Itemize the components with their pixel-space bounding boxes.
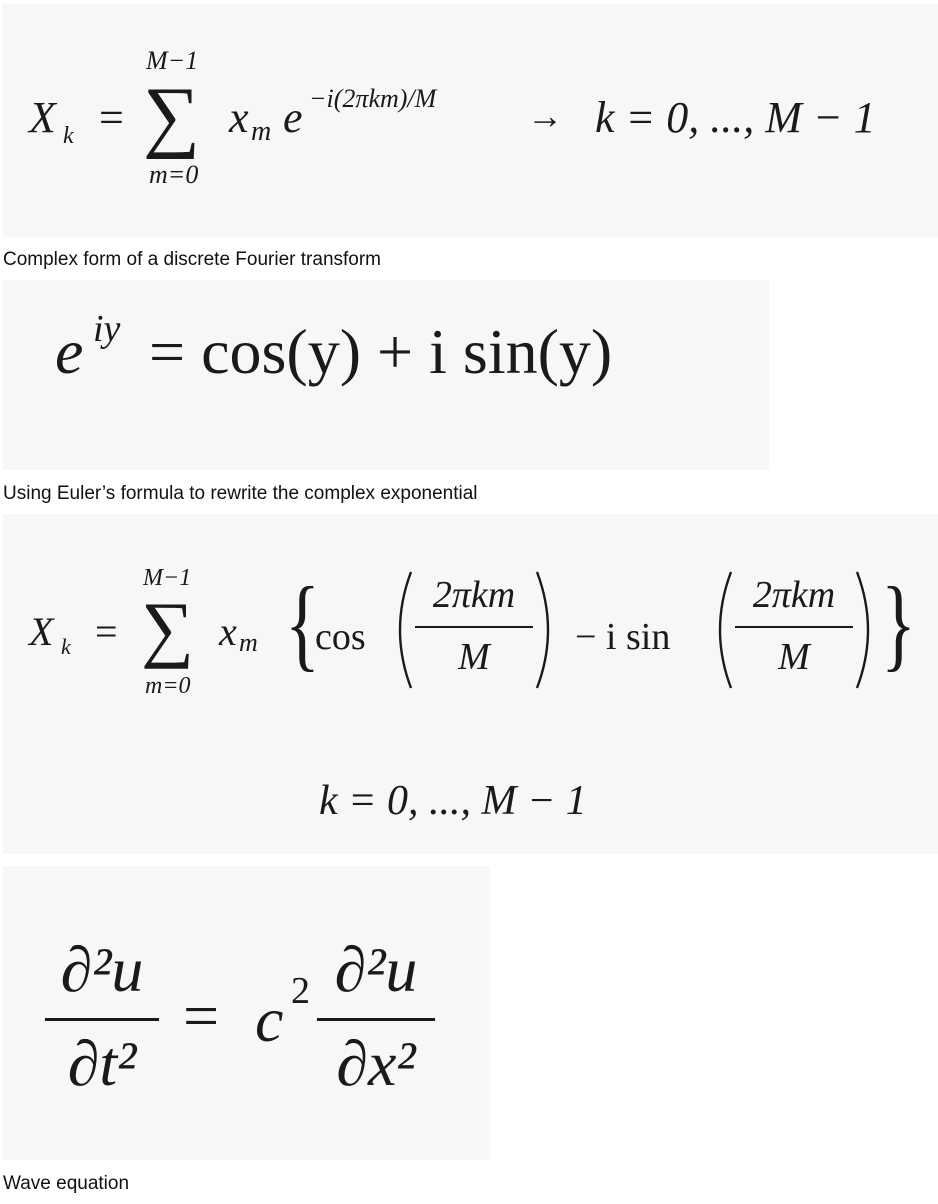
term-sub-m: m — [239, 628, 258, 657]
lhs-denominator: ∂t² — [67, 1028, 137, 1099]
sum-symbol: ∑ — [141, 588, 194, 670]
term-x: x — [219, 609, 237, 654]
fraction-2-bar — [735, 626, 853, 628]
lhs-fraction — [45, 918, 159, 1104]
fraction-2-numerator: 2πkm — [752, 574, 836, 616]
equals-sign: = — [99, 93, 124, 142]
sum-upper-limit: M−1 — [146, 46, 199, 75]
dft-expanded-equation — [3, 514, 938, 854]
fraction-1-denominator: M — [458, 636, 490, 678]
lhs-x: X — [29, 609, 54, 654]
fraction-1-numerator: 2πkm — [432, 574, 516, 616]
right-paren-1 — [531, 568, 561, 692]
caption-dft-complex: Complex form of a discrete Fourier transform — [3, 249, 382, 270]
cos-label: cos — [315, 616, 366, 658]
lhs-sub-k: k — [63, 123, 74, 149]
sum-lower-limit: m=0 — [145, 673, 191, 699]
fraction-2-denominator: M — [778, 636, 810, 678]
euler-rhs: = cos(y) + i sin(y) — [149, 316, 613, 387]
left-paren-1 — [387, 568, 417, 692]
lhs-numerator: ∂²u — [60, 934, 144, 1005]
wave-equation — [3, 866, 490, 1160]
caption-wave: Wave equation — [3, 1173, 130, 1194]
euler-power: iy — [93, 308, 121, 350]
arrow: → — [527, 96, 563, 136]
index-range: k = 0, ..., M − 1 — [319, 778, 587, 824]
euler-equation — [3, 280, 769, 470]
lhs-sub-k: k — [61, 634, 71, 659]
fraction-1-bar — [415, 626, 533, 628]
rhs-fraction-bar — [317, 1018, 435, 1021]
dft-complex-equation — [3, 4, 938, 237]
equals-sign: = — [95, 609, 118, 654]
sum-symbol: ∑ — [143, 72, 201, 160]
index-range: k = 0, ..., M − 1 — [595, 93, 876, 142]
fraction-2 — [735, 576, 853, 686]
sum-upper-limit: M−1 — [143, 565, 192, 591]
wave-coef-c: c — [255, 984, 284, 1055]
exponent: −i(2πkm)/M — [309, 84, 437, 113]
rhs-fraction — [317, 918, 435, 1104]
minus-i-sin: − i sin — [575, 616, 671, 658]
term-sub-m: m — [251, 116, 272, 147]
rhs-denominator: ∂x² — [336, 1028, 416, 1099]
exp-base-e: e — [283, 93, 303, 142]
term-x: x — [229, 93, 249, 142]
right-paren-2 — [851, 568, 881, 692]
caption-euler: Using Euler’s formula to rewrite the complex exponential — [3, 483, 478, 504]
close-brace: } — [881, 566, 916, 681]
left-paren-2 — [707, 568, 737, 692]
euler-base-e: e — [55, 316, 84, 387]
rhs-numerator: ∂²u — [334, 934, 418, 1005]
wave-equals: = — [183, 980, 220, 1051]
sum-lower-limit: m=0 — [149, 160, 199, 189]
lhs-fraction-bar — [45, 1018, 159, 1021]
open-brace: { — [285, 566, 320, 681]
lhs-x: X — [29, 93, 56, 142]
wave-coef-power: 2 — [291, 970, 310, 1012]
fraction-1 — [415, 576, 533, 686]
